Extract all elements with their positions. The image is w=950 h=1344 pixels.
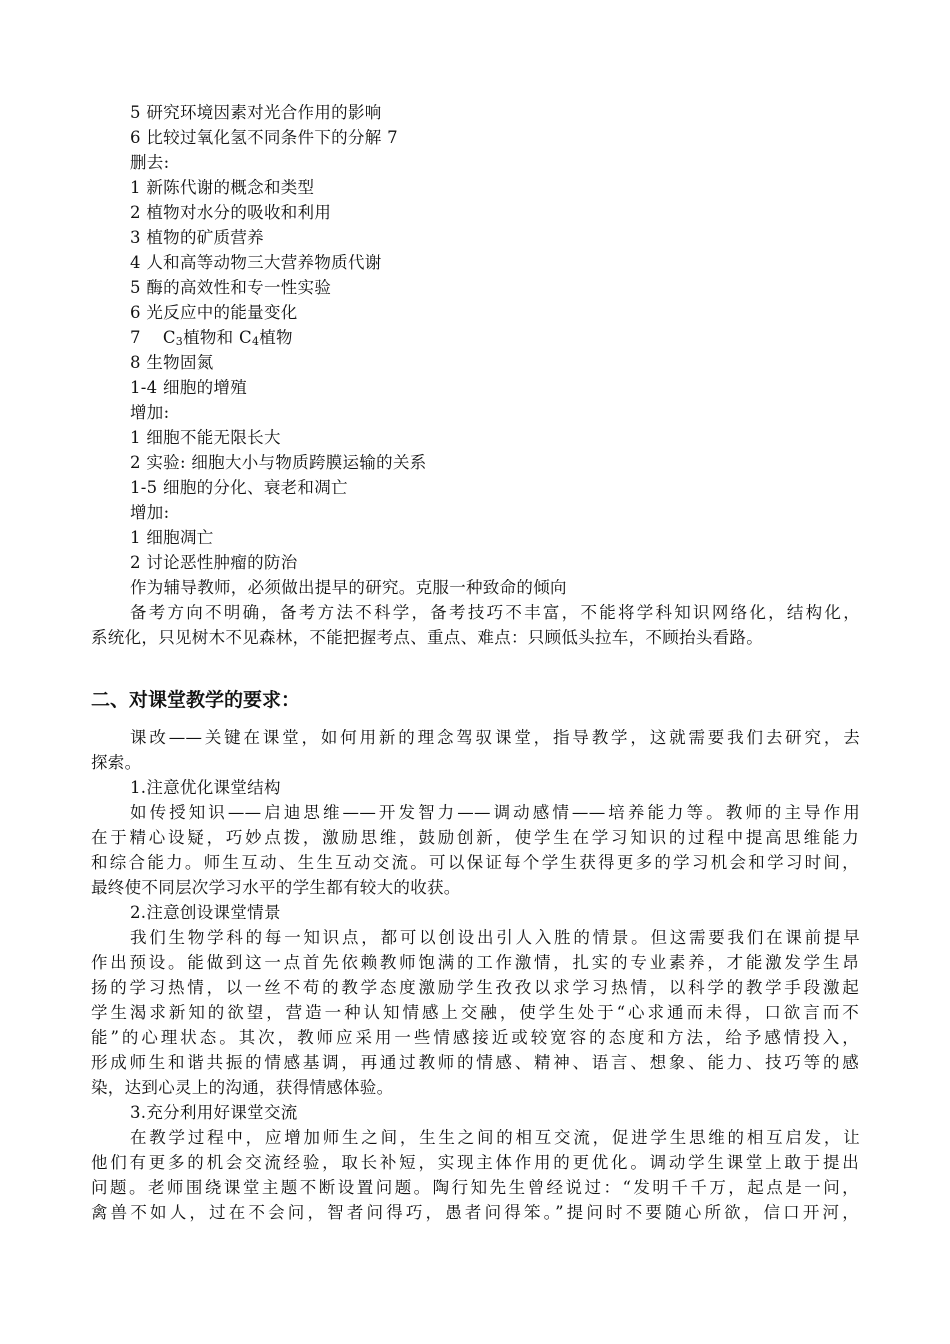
list-item: 2 植物对水分的吸收和利用: [130, 203, 332, 222]
c3-plant-text: 植物和 C: [183, 328, 252, 347]
list-item: 2 讨论恶性肿瘤的防治: [130, 553, 298, 572]
list-item: 1 新陈代谢的概念和类型: [130, 178, 315, 197]
c3-text: C: [162, 328, 176, 347]
paragraph-line: 扬的学习热情，以一丝不苟的教学态度激励学生孜孜以求学习热情，以科学的教学手段激起: [91, 978, 859, 997]
section-heading: 二、对课堂教学的要求：: [91, 689, 301, 711]
list-item: 8 生物固氮: [130, 353, 214, 372]
item-number: 7: [130, 328, 141, 347]
paragraph-line: 作出预设。能做到这一点首先依赖教师饱满的工作激情，扎实的专业素养，才能激发学生昂: [91, 953, 859, 972]
add-label: 增加:: [130, 403, 170, 422]
paragraph-line: 最终使不同层次学习水平的学生都有较大的收获。: [91, 878, 461, 897]
c4-plant-text: 植物: [259, 328, 293, 347]
list-item: 1 细胞凋亡: [130, 528, 214, 547]
paragraph-line: 在于精心设疑，巧妙点拨，激励思维，鼓励创新，使学生在学习知识的过程中提高思维能力: [91, 828, 859, 847]
paragraph-line: 形成师生和谐共振的情感基调，再通过教师的情感、精神、语言、想象、能力、技巧等的感: [91, 1053, 859, 1072]
paragraph-line: 和综合能力。师生互动、生生互动交流。可以保证每个学生获得更多的学习机会和学习时间，: [91, 853, 859, 872]
section-title: 1-5 细胞的分化、衰老和凋亡: [130, 478, 348, 497]
paragraph-line: 学生渴求新知的欲望，营造一种认知情感上交融，使学生处于“心求通而未得，口欲言而不: [91, 1003, 859, 1022]
subsection-title: 1.注意优化课堂结构: [130, 778, 281, 797]
subsection-title: 2.注意创设课堂情景: [130, 903, 281, 922]
paragraph-line: 备考方向不明确，备考方法不科学，备考技巧不丰富，不能将学科知识网络化，结构化，: [130, 603, 860, 622]
list-item: 2 实验: 细胞大小与物质跨膜运输的关系: [130, 453, 427, 472]
section-title: 1-4 细胞的增殖: [130, 378, 248, 397]
paragraph-line: 系统化，只见树木不见森林，不能把握考点、重点、难点：只顾低头拉车，不顾抬头看路。: [91, 628, 763, 647]
paragraph-line: 作为辅导教师，必须做出提早的研究。克服一种致命的倾向: [130, 578, 567, 597]
paragraph-line: 禽兽不如人，过在不会问，智者问得巧，愚者问得笨。”提问时不要随心所欲，信口开河，: [91, 1203, 859, 1222]
deleted-label: 删去:: [130, 153, 170, 172]
paragraph-line: 我们生物学科的每一知识点，都可以创设出引人入胜的情景。但这需要我们在课前提早: [130, 928, 860, 947]
list-item: 1 细胞不能无限长大: [130, 428, 281, 447]
paragraph-line: 探索。: [91, 753, 142, 772]
list-item: 5 酶的高效性和专一性实验: [130, 278, 332, 297]
list-item: 5 研究环境因素对光合作用的影响: [130, 103, 382, 122]
list-item-c3-c4: [130, 328, 293, 352]
list-item: 6 光反应中的能量变化: [130, 303, 298, 322]
paragraph-line: 课改——关键在课堂，如何用新的理念驾驭课堂，指导教学，这就需要我们去研究，去: [130, 728, 860, 747]
paragraph-line: 如传授知识——启迪思维——开发智力——调动感情——培养能力等。教师的主导作用: [130, 803, 860, 822]
c3-subscript: 3: [175, 335, 184, 348]
subsection-title: 3.充分利用好课堂交流: [130, 1103, 298, 1122]
list-item: 3 植物的矿质营养: [130, 228, 264, 247]
paragraph-line: 染，达到心灵上的沟通，获得情感体验。: [91, 1078, 394, 1097]
add-label: 增加:: [130, 503, 170, 522]
paragraph-line: 能”的心理状态。其次，教师应采用一些情感接近或较宽容的态度和方法，给予感情投入，: [91, 1028, 859, 1047]
list-item: 4 人和高等动物三大营养物质代谢: [130, 253, 382, 272]
c4-subscript: 4: [251, 335, 260, 348]
paragraph-line: 问题。老师围绕课堂主题不断设置问题。陶行知先生曾经说过：“发明千千万，起点是一问，: [91, 1178, 859, 1197]
paragraph-line: 在教学过程中，应增加师生之间，生生之间的相互交流，促进学生思维的相互启发，让: [130, 1128, 860, 1147]
paragraph-line: 他们有更多的机会交流经验，取长补短，实现主体作用的更优化。调动学生课堂上敢于提出: [91, 1153, 859, 1172]
list-item: 6 比较过氧化氢不同条件下的分解 7: [130, 128, 398, 147]
